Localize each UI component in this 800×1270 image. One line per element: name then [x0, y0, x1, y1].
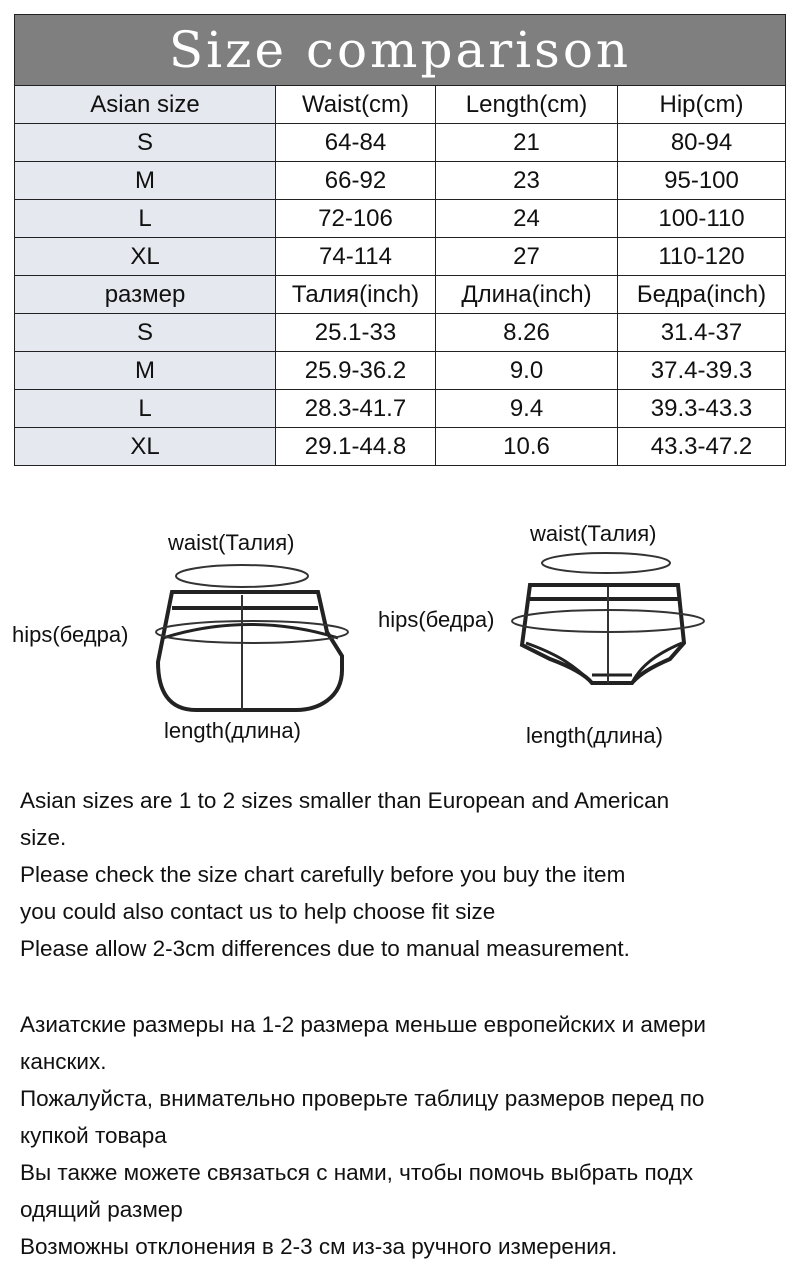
panties-diagram	[370, 515, 790, 755]
note-line: Please check the size chart carefully before you buy the item	[20, 862, 626, 887]
note-line: Пожалуйста, внимательно проверьте таблицу размеров перед по	[20, 1086, 705, 1111]
measure-cell: 39.3-43.3	[618, 390, 786, 428]
size-cell: L	[15, 390, 276, 428]
english-notes	[20, 782, 790, 967]
table-row	[15, 428, 786, 466]
measure-cell: 8.26	[436, 314, 618, 352]
table-row	[15, 390, 786, 428]
hips-label: hips(бедра)	[12, 622, 129, 647]
note-line: size.	[20, 825, 67, 850]
note-line: Вы также можете связаться с нами, чтобы помочь выбрать подх	[20, 1160, 694, 1185]
measure-cell: Бедра(inch)	[618, 276, 786, 314]
table-row	[15, 276, 786, 314]
size-cell: S	[15, 314, 276, 352]
note-line: you could also contact us to help choose fit size	[20, 899, 496, 924]
note-line: купкой товара	[20, 1123, 167, 1148]
russian-notes	[20, 1006, 790, 1265]
note-line: одящий размер	[20, 1197, 183, 1222]
measure-cell: 29.1-44.8	[276, 428, 436, 466]
measure-cell: 21	[436, 124, 618, 162]
note-line: Asian sizes are 1 to 2 sizes smaller than European and American	[20, 788, 670, 813]
measure-cell: 27	[436, 238, 618, 276]
measure-cell: 25.1-33	[276, 314, 436, 352]
measure-cell: 25.9-36.2	[276, 352, 436, 390]
size-cell: M	[15, 352, 276, 390]
measure-cell: 10.6	[436, 428, 618, 466]
table-row	[15, 200, 786, 238]
measure-cell: 66-92	[276, 162, 436, 200]
waist-ring	[176, 565, 308, 587]
measure-cell: 100-110	[618, 200, 786, 238]
note-line: канских.	[20, 1049, 107, 1074]
measure-cell: 43.3-47.2	[618, 428, 786, 466]
measure-cell: 110-120	[618, 238, 786, 276]
measure-cell: 28.3-41.7	[276, 390, 436, 428]
measure-cell: 80-94	[618, 124, 786, 162]
note-line: Please allow 2-3cm differences due to manual measurement.	[20, 936, 630, 961]
size-table	[14, 14, 786, 466]
measure-cell: 74-114	[276, 238, 436, 276]
size-cell: S	[15, 124, 276, 162]
table-row	[15, 86, 786, 124]
size-cell: XL	[15, 428, 276, 466]
table-row	[15, 352, 786, 390]
waist-label: waist(Талия)	[168, 530, 295, 555]
size-cell: M	[15, 162, 276, 200]
table-row	[15, 238, 786, 276]
hips-label: hips(бедра)	[378, 607, 495, 632]
size-cell: размер	[15, 276, 276, 314]
size-cell: XL	[15, 238, 276, 276]
measure-cell: 72-106	[276, 200, 436, 238]
measure-cell: Hip(cm)	[618, 86, 786, 124]
panties-svg	[370, 515, 790, 755]
measure-cell: Waist(cm)	[276, 86, 436, 124]
measure-cell: 24	[436, 200, 618, 238]
table-title: Size comparison	[15, 15, 786, 86]
table-row	[15, 162, 786, 200]
measure-cell: Талия(inch)	[276, 276, 436, 314]
measure-cell: 37.4-39.3	[618, 352, 786, 390]
size-cell: Asian size	[15, 86, 276, 124]
size-cell: L	[15, 200, 276, 238]
waist-ring	[542, 553, 670, 573]
table-row	[15, 314, 786, 352]
measure-cell: Length(cm)	[436, 86, 618, 124]
measure-cell: Длина(inch)	[436, 276, 618, 314]
measure-cell: 23	[436, 162, 618, 200]
waist-label: waist(Талия)	[530, 521, 657, 546]
length-label: length(длина)	[164, 718, 301, 743]
note-line: Возможны отклонения в 2-3 см из-за ручного измерения.	[20, 1234, 618, 1259]
measure-cell: 95-100	[618, 162, 786, 200]
briefs-diagram	[0, 520, 380, 750]
note-line: Азиатские размеры на 1-2 размера меньше европейских и амери	[20, 1012, 706, 1037]
briefs-svg	[0, 520, 380, 750]
measure-cell: 64-84	[276, 124, 436, 162]
table-row	[15, 124, 786, 162]
measure-cell: 9.4	[436, 390, 618, 428]
measure-cell: 31.4-37	[618, 314, 786, 352]
title-row	[15, 15, 786, 86]
measure-cell: 9.0	[436, 352, 618, 390]
length-label: length(длина)	[526, 723, 663, 748]
